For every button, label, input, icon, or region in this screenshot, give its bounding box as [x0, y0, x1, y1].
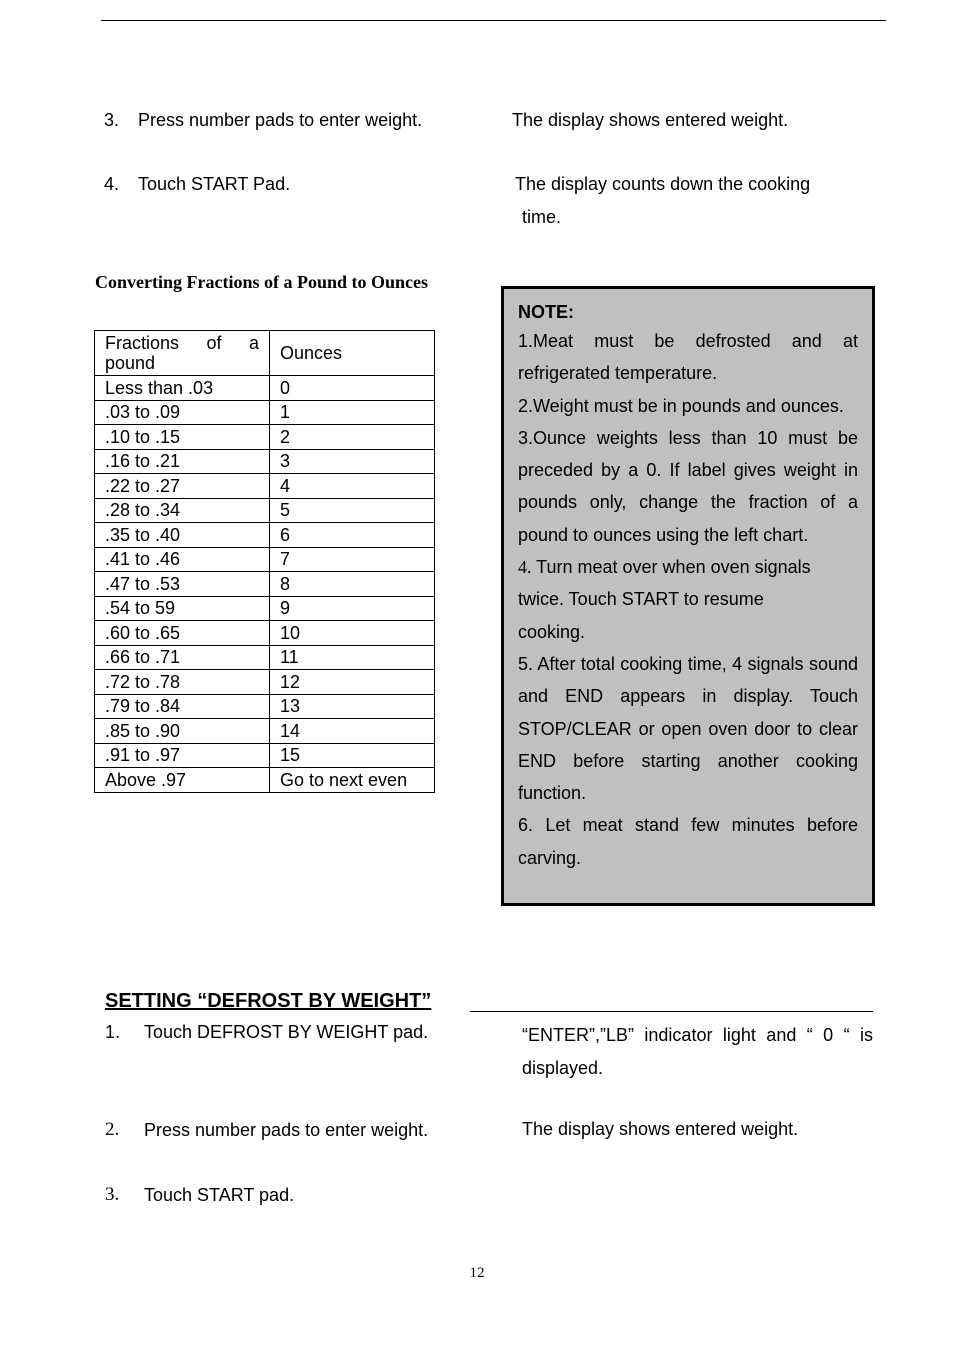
ounces-cell: 11 — [270, 645, 435, 670]
step-text: Touch START pad. — [144, 1185, 295, 1205]
ounces-cell: 4 — [270, 474, 435, 499]
fraction-cell: .35 to .40 — [95, 523, 270, 548]
fraction-cell: .79 to .84 — [95, 694, 270, 719]
note-box — [501, 286, 875, 906]
table-row — [95, 768, 435, 793]
note-item: 5. After total cooking time, 4 signals sound and END appears in display. Touch STOP/CLEAR or open oven door to clear END before starting another cooking function. — [518, 653, 858, 804]
table-row — [95, 547, 435, 572]
table-header-row — [95, 331, 435, 376]
note-item — [518, 551, 858, 648]
step-text: Touch DEFROST BY WEIGHT pad. — [144, 1022, 429, 1042]
step-result: The display counts down the cooking — [515, 174, 811, 194]
ounces-cell: 2 — [270, 425, 435, 450]
ounces-cell: 7 — [270, 547, 435, 572]
ounces-cell: 13 — [270, 694, 435, 719]
ounces-cell: 3 — [270, 449, 435, 474]
note-item: 3.Ounce weights less than 10 must be preceded by a 0. If label gives weight in pounds only, change the fraction of a pound to ounces using the left chart. — [518, 427, 858, 545]
conversion-title: Converting Fractions of a Pound to Ounces — [95, 272, 428, 292]
fraction-cell: Above .97 — [95, 768, 270, 793]
fraction-cell: .91 to .97 — [95, 743, 270, 768]
fraction-cell: .54 to 59 — [95, 596, 270, 621]
section-title: SETTING “DEFROST BY WEIGHT” — [105, 990, 432, 1012]
step-number: 2. — [105, 1119, 120, 1140]
note-item: 1.Meat must be defrosted and at refrigerated temperature. — [518, 331, 858, 384]
ounces-cell: 14 — [270, 719, 435, 744]
ounces-cell: 6 — [270, 523, 435, 548]
fraction-cell: .28 to .34 — [95, 498, 270, 523]
fraction-cell: .16 to .21 — [95, 449, 270, 474]
table-row — [95, 719, 435, 744]
table-row — [95, 670, 435, 695]
table-row — [95, 743, 435, 768]
ounces-cell: 5 — [270, 498, 435, 523]
table-row — [95, 645, 435, 670]
fraction-cell: .22 to .27 — [95, 474, 270, 499]
ounces-cell: 8 — [270, 572, 435, 597]
page-number: 12 — [469, 1265, 485, 1281]
step-number: 3. — [104, 110, 120, 130]
note-item-text: Turn meat over when oven signals — [531, 557, 811, 578]
header-word: Fractions — [105, 333, 180, 353]
step-text: Touch START Pad. — [138, 174, 291, 194]
table-row — [95, 400, 435, 425]
ounces-cell: 15 — [270, 743, 435, 768]
step-text: Press number pads to enter weight. — [138, 110, 423, 130]
step-number: 4. — [104, 174, 120, 194]
table-row — [95, 474, 435, 499]
ounces-cell: 12 — [270, 670, 435, 695]
step-number: 3. — [105, 1184, 120, 1205]
note-title: NOTE: — [518, 302, 574, 322]
header-word: a — [248, 333, 259, 353]
ounces-cell: 9 — [270, 596, 435, 621]
fraction-cell: .41 to .46 — [95, 547, 270, 572]
step-number: 1. — [105, 1022, 121, 1042]
conversion-table — [94, 330, 435, 793]
header-word: pound — [105, 353, 156, 373]
table-row — [95, 498, 435, 523]
fraction-cell: .85 to .90 — [95, 719, 270, 744]
note-item: 6. Let meat stand few minutes before carving. — [518, 815, 858, 868]
fraction-cell: .60 to .65 — [95, 621, 270, 646]
note-item-text: cooking. — [518, 621, 586, 642]
step-result: The display shows entered weight. — [522, 1119, 799, 1139]
ounces-cell: 0 — [270, 376, 435, 401]
table-row — [95, 425, 435, 450]
step-result-cont: time. — [522, 207, 562, 227]
note-item: 2.Weight must be in pounds and ounces. — [518, 395, 844, 416]
note-item-text: twice. Touch START to resume — [518, 589, 764, 610]
step-result: The display shows entered weight. — [512, 110, 789, 130]
fraction-cell: .03 to .09 — [95, 400, 270, 425]
table-row — [95, 621, 435, 646]
top-rule — [101, 20, 886, 21]
step-result: “ENTER”,”LB” indicator light and “ 0 “ is displayed. — [522, 1025, 873, 1078]
fraction-cell: .72 to .78 — [95, 670, 270, 695]
header-fractions — [95, 331, 270, 376]
ounces-cell: 10 — [270, 621, 435, 646]
fraction-cell: .47 to .53 — [95, 572, 270, 597]
fraction-cell: .66 to .71 — [95, 645, 270, 670]
ounces-cell: 1 — [270, 400, 435, 425]
ounces-cell: Go to next even — [270, 768, 435, 793]
table-row — [95, 523, 435, 548]
table-row — [95, 694, 435, 719]
step-text: Press number pads to enter weight. — [144, 1120, 429, 1140]
fraction-cell: .10 to .15 — [95, 425, 270, 450]
fraction-cell: Less than .03 — [95, 376, 270, 401]
table-row — [95, 449, 435, 474]
table-row — [95, 376, 435, 401]
section-rule — [470, 1011, 873, 1012]
header-ounces: Ounces — [270, 331, 435, 376]
table-row — [95, 596, 435, 621]
table-row — [95, 572, 435, 597]
note-item-number: 4. — [518, 557, 532, 578]
header-word: of — [206, 333, 222, 353]
